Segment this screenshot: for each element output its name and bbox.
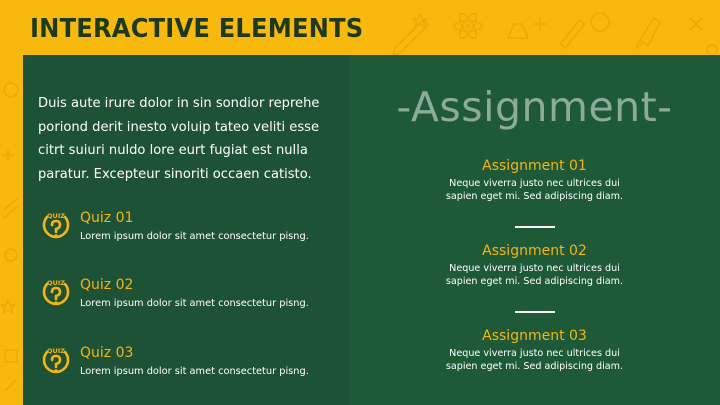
- assignment-heading: -Assignment-: [396, 83, 673, 131]
- assignment-description-line: Neque viverra justo nec ultrices dui: [449, 178, 620, 189]
- assignment-description-line: sapien eget mi. Sed adipiscing diam.: [445, 275, 624, 287]
- assignment-description: [349, 178, 720, 204]
- quiz-description: Lorem ipsum dolor sit amet consectetur pisng.: [80, 231, 309, 242]
- assignment-description-line: Neque viverra justo nec ultrices dui: [449, 348, 620, 359]
- quiz-badge-icon: [39, 344, 73, 378]
- quiz-title: Quiz 02: [80, 277, 134, 293]
- assignment-title: Assignment 03: [482, 328, 587, 344]
- assignment-item-03[interactable]: [349, 328, 720, 374]
- assignment-description-line: sapien eget mi. Sed adipiscing diam.: [445, 360, 624, 372]
- slide-title: INTERACTIVE ELEMENTS: [30, 14, 364, 44]
- assignment-item-02[interactable]: [349, 243, 720, 289]
- assignment-title: Assignment 02: [482, 243, 587, 259]
- quiz-item-01[interactable]: [39, 209, 339, 249]
- quiz-item-03[interactable]: [39, 344, 339, 384]
- quiz-title: Quiz 01: [80, 210, 134, 226]
- quiz-description: Lorem ipsum dolor sit amet consectetur pisng.: [80, 366, 309, 377]
- quiz-badge-label: QUIZ: [47, 212, 65, 220]
- quiz-badge-label: QUIZ: [47, 279, 65, 287]
- assignment-description: [349, 348, 720, 374]
- assignment-title: Assignment 01: [482, 158, 587, 174]
- quiz-item-02[interactable]: [39, 276, 339, 316]
- quiz-title: Quiz 03: [80, 345, 134, 361]
- assignment-description-line: Neque viverra justo nec ultrices dui: [449, 263, 620, 274]
- quiz-badge-label: QUIZ: [47, 347, 65, 355]
- left-panel: [23, 55, 349, 405]
- quiz-badge-icon: [39, 276, 73, 310]
- quiz-description: Lorem ipsum dolor sit amet consectetur pisng.: [80, 298, 309, 309]
- assignment-divider: [515, 311, 555, 313]
- intro-paragraph: Duis aute irure dolor in sin sondior reprehe poriond derit inesto voluip tateo veliti esse citrt suiuri nuldo lore eurt fugiat est nulla paratur. Excepteur sinoriti occaen catisto.: [38, 96, 320, 182]
- assignment-description: [349, 263, 720, 289]
- assignment-divider: [515, 226, 555, 228]
- assignment-item-01[interactable]: [349, 158, 720, 204]
- assignment-description-line: sapien eget mi. Sed adipiscing diam.: [445, 190, 624, 202]
- right-panel: [349, 55, 720, 405]
- quiz-badge-icon: [39, 209, 73, 243]
